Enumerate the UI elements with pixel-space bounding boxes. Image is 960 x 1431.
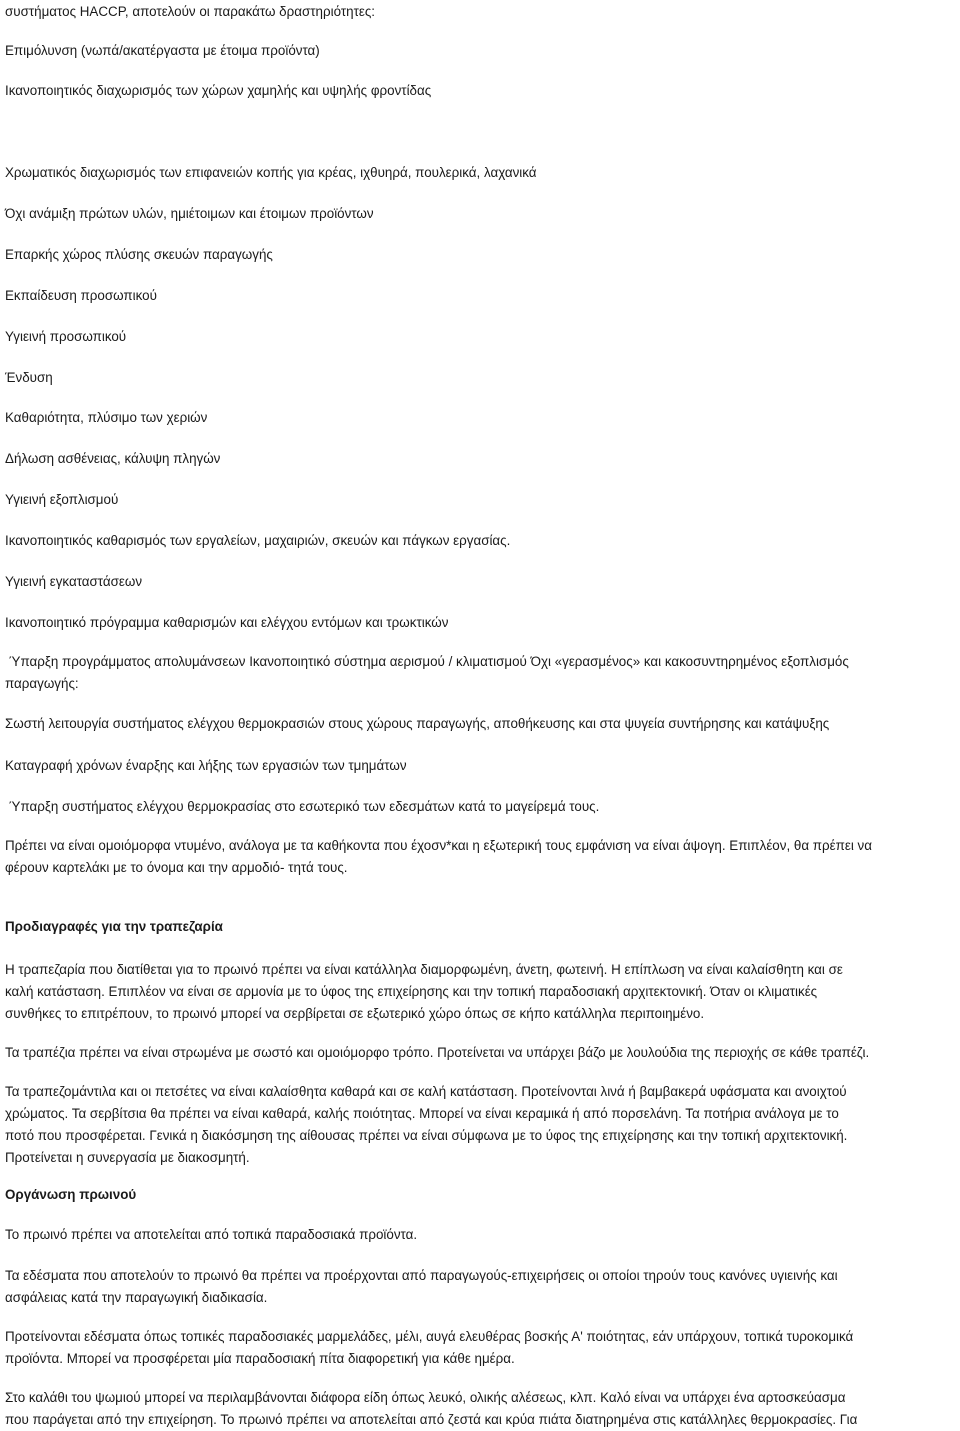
text-line: Επιμόλυνση (νωπά/ακατέργαστα με έτοιμα προϊόντα) (5, 43, 320, 58)
text-line: Χρωματικός διαχωρισμός των επιφανειών κοπής για κρέας, ιχθυηρά, πουλερικά, λαχανικά (5, 165, 537, 180)
paragraph-line: χρώματος. Τα σερβίτσια θα πρέπει να είναι καθαρά, καλής ποιότητας. Μπορεί να είναι κεραμικά ή από πορσελάνη. Τα ποτήρια ανάλογα με το (5, 1106, 839, 1121)
text-line: Όχι ανάμιξη πρώτων υλών, ημιέτοιμων και έτοιμων προϊόντων (5, 206, 374, 221)
paragraph-line: Σωστή λειτουργία συστήματος ελέγχου θερμοκρασιών στους χώρους παραγωγής, αποθήκευσης και στα ψυγεία συντήρησης και κατάψυξης (5, 716, 830, 731)
paragraph (5, 1224, 960, 1246)
text-line: Υγιεινή εξοπλισμού (5, 492, 119, 507)
paragraph-line: Προτείνεται η συνεργασία με διακοσμητή. (5, 1150, 250, 1165)
text-line: Δήλωση ασθένειας, κάλυψη πληγών (5, 451, 221, 466)
paragraph-line: Τα τραπέζια πρέπει να είναι στρωμένα με σωστό και ομοιόμορφο τρόπο. Προτείνεται να υπάρχει βάζο με λουλούδια της περιοχής σε κάθε τραπέζι. (5, 1045, 870, 1060)
paragraph (5, 1387, 960, 1431)
text-line: Υγιεινή προσωπικού (5, 329, 127, 344)
text-line: Ένδυση (5, 370, 53, 385)
paragraph-line: παραγωγής: (5, 676, 79, 691)
paragraph (5, 651, 960, 695)
paragraph-line: Ύπαρξη συστήματος ελέγχου θερμοκρασίας στο εσωτερικό των εδεσμάτων κατά το μαγείρεμά τους. (9, 799, 600, 814)
text-line: Ικανοποιητικός διαχωρισμός των χώρων χαμηλής και υψηλής φροντίδας (5, 83, 432, 98)
paragraph-line: φέρουν καρτελάκι με το όνομα και την αρμοδιό- τητά τους. (5, 860, 348, 875)
paragraph-line: καλή κατάσταση. Επιπλέον να είναι σε αρμονία με το ύφος της επιχείρησης και την τοπική παραδοσιακή αρχιτεκτονική. Όταν οι κλιματικές (5, 984, 818, 999)
paragraph-line: Ύπαρξη προγράμματος απολυμάνσεων Ικανοποιητικό σύστημα αερισμού / κλιματισμού Όχι «γερασμένος» και κακοσυντηρημένος εξοπλισμός (9, 654, 849, 669)
paragraph (5, 1042, 960, 1064)
paragraph-line: ασφάλειας κατά την παραγωγική διαδικασία. (5, 1290, 268, 1305)
section-heading: Προδιαγραφές για την τραπεζαρία (5, 919, 223, 934)
paragraph-line: Το πρωινό πρέπει να αποτελείται από τοπικά παραδοσιακά προϊόντα. (5, 1227, 418, 1242)
paragraph-line: προϊόντα. Μπορεί να προσφέρεται μία παραδοσιακή πίτα διαφορετική για κάθε ημέρα. (5, 1351, 515, 1366)
paragraph (5, 1265, 960, 1309)
text-line: Εκπαίδευση προσωπικού (5, 288, 157, 303)
section-heading: Οργάνωση πρωινού (5, 1187, 137, 1202)
paragraph (5, 755, 960, 777)
text-line: Επαρκής χώρος πλύσης σκευών παραγωγής (5, 247, 273, 262)
paragraph-line: Η τραπεζαρία που διατίθεται για το πρωινό πρέπει να είναι κατάλληλα διαμορφωμένη, άνετη, φωτεινή. Η επίπλωση να είναι καλαίσθητη και σε (5, 962, 843, 977)
paragraph-line: Προτείνονται εδέσματα όπως τοπικές παραδοσιακές μαρμελάδες, μέλι, αυγά ελευθέρας βοσκής Α' ποιότητας, εάν υπάρχουν, τοπικά τυροκομικά (5, 1329, 854, 1344)
paragraph (5, 959, 960, 1025)
text-line: Καθαριότητα, πλύσιμο των χεριών (5, 410, 208, 425)
paragraph-line: ποτό που προσφέρεται. Γενικά η διακόσμηση της αίθουσας πρέπει να είναι σύμφωνα με το ύφος της επιχείρησης και την τοπική αρχιτεκτονική. (5, 1128, 848, 1143)
paragraph (5, 713, 960, 735)
paragraph-line: Καταγραφή χρόνων έναρξης και λήξης των εργασιών των τμημάτων (5, 758, 407, 773)
paragraph-line: Τα εδέσματα που αποτελούν το πρωινό θα πρέπει να προέρχονται από παραγωγούς-επιχειρήσεις οι οποίοι τηρούν τους κανόνες υγιεινής και (5, 1268, 838, 1283)
paragraph-line: που παράγεται από την επιχείρηση. Το πρωινό πρέπει να αποτελείται από ζεστά και κρύα πιάτα διατηρημένα στις κατάλληλες θερμοκρασίες. Για (5, 1412, 858, 1427)
text-line: Ικανοποιητικός καθαρισμός των εργαλείων, μαχαιριών, σκευών και πάγκων εργασίας. (5, 533, 511, 548)
text-line: Υγιεινή εγκαταστάσεων (5, 574, 143, 589)
paragraph (5, 796, 960, 818)
paragraph-line: Στο καλάθι του ψωμιού μπορεί να περιλαμβάνονται διάφορα είδη όπως λευκό, ολικής αλέσεως, κλπ. Καλό είναι να υπάρχει ένα αρτοσκεύασμα (5, 1390, 846, 1405)
paragraph (5, 1326, 960, 1370)
text-line: συστήματος HACCP, αποτελούν οι παρακάτω δραστηριότητες: (5, 4, 376, 19)
paragraph-line: συνθήκες το επιτρέπουν, το πρωινό μπορεί να σερβίρεται σε εξωτερικό χώρο όπως σε κήπο κατάλληλα περιποιημένο. (5, 1006, 705, 1021)
text-line: Ικανοποιητικό πρόγραμμα καθαρισμών και ελέγχου εντόμων και τρωκτικών (5, 615, 449, 630)
paragraph (5, 1081, 960, 1169)
paragraph-line: Τα τραπεζομάντιλα και οι πετσέτες να είναι καλαίσθητα καθαρά και σε καλή κατάσταση. Προτείνονται λινά ή βαμβακερά υφάσματα και ανοιχτού (5, 1084, 847, 1099)
paragraph (5, 835, 960, 879)
paragraph-line: Πρέπει να είναι ομοιόμορφα ντυμένο, ανάλογα με τα καθήκοντα που έχοσν*και η εξωτερική τους εμφάνιση να είναι άψογη. Επιπλέον, θα πρέπει να (5, 838, 872, 853)
